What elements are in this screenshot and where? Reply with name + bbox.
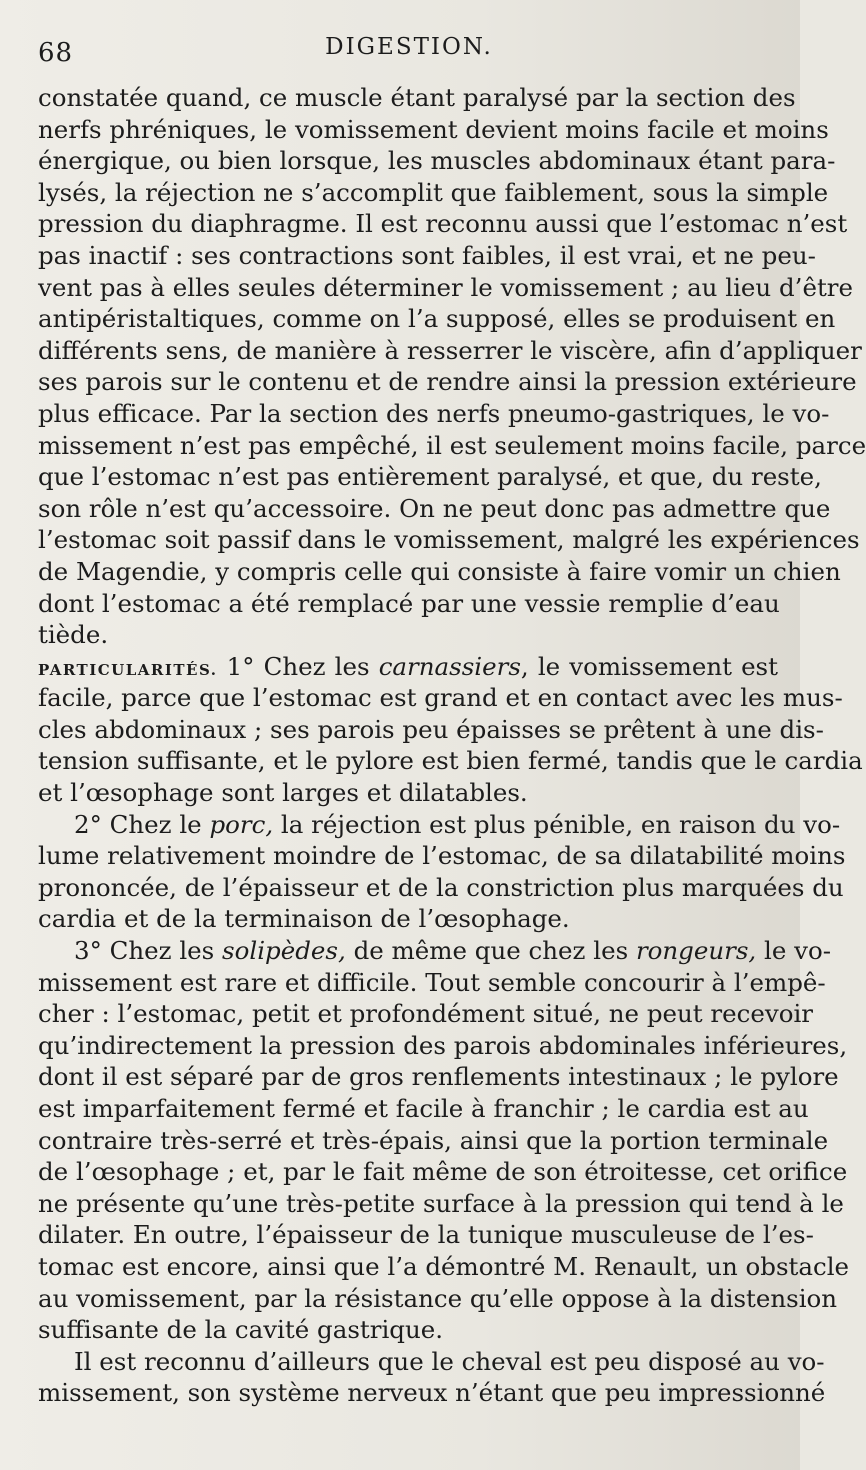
line-text: de Magendie, y compris celle qui consiste à faire vomir un chien <box>38 556 841 586</box>
line-text: Il est reconnu d’ailleurs que le cheval est peu disposé au vo- <box>74 1346 825 1376</box>
text-line <box>38 998 814 1030</box>
line-text: suffisante de la cavité gastrique. <box>38 1315 444 1345</box>
italic-term: carnassiers <box>378 651 521 681</box>
text-line <box>38 1125 829 1157</box>
page-header <box>38 34 780 74</box>
text-line <box>38 240 816 272</box>
text-line <box>38 1346 825 1378</box>
text-line <box>38 651 778 683</box>
text-line <box>38 335 862 367</box>
line-text: constatée quand, ce muscle étant paralysé par la section des <box>38 83 796 112</box>
text-line <box>38 967 826 999</box>
line-text: pression du diaphragme. Il est reconnu aussi que l’estomac n’est <box>38 209 848 239</box>
line-text: la réjection est plus pénible, en raison du vo- <box>273 809 841 839</box>
text-line <box>38 1061 839 1093</box>
line-text: ses parois sur le contenu et de rendre ainsi la pression extérieure <box>38 367 857 397</box>
italic-term: rongeurs, <box>635 936 757 966</box>
line-text: est imparfaitement fermé et facile à franchir ; le cardia est au <box>38 1094 809 1123</box>
line-text: que l’estomac n’est pas entièrement paralysé, et que, du reste, <box>38 462 822 492</box>
line-text: tension suffisante, et le pylore est bien fermé, tandis que le cardia <box>38 746 863 776</box>
text-line <box>38 682 843 714</box>
line-text: , le vomissement est <box>520 651 778 681</box>
line-text: missement est rare et difficile. Tout semble concourir à l’empê- <box>38 967 826 997</box>
text-line <box>38 809 841 841</box>
line-text: le vo- <box>756 936 831 966</box>
section-lead: PARTICULARITÉS. <box>38 660 218 679</box>
text-line <box>38 1093 809 1125</box>
line-text: prononcée, de l’épaisseur et de la constriction plus marquées du <box>38 872 844 902</box>
body-text <box>38 82 866 1409</box>
text-line <box>38 114 829 146</box>
line-text: cardia et de la terminaison de l’œsophage. <box>38 904 570 934</box>
line-text: et l’œsophage sont larges et dilatables. <box>38 778 528 808</box>
line-text: ne présente qu’une très-petite surface à la pression qui tend à le <box>38 1188 844 1218</box>
line-text: son rôle n’est qu’accessoire. On ne peut donc pas admettre que <box>38 493 831 523</box>
line-text: vent pas à elles seules déterminer le vomissement ; au lieu d’être <box>38 272 854 302</box>
line-text: nerfs phréniques, le vomissement devient moins facile et moins <box>38 114 829 144</box>
line-text: lysés, la réjection ne s’accomplit que faiblement, sous la simple <box>38 177 829 207</box>
running-head: DIGESTION. <box>325 34 493 60</box>
text-line <box>38 935 831 967</box>
text-line <box>38 714 824 746</box>
text-line <box>38 588 778 620</box>
page-number: 68 <box>38 38 74 68</box>
text-line <box>38 145 836 177</box>
line-text: pas inactif : ses contractions sont faibles, il est vrai, et ne peu- <box>38 240 816 270</box>
line-text: tomac est encore, ainsi que l’a démontré M. Renault, un obstacle <box>38 1251 850 1281</box>
text-line <box>38 903 778 935</box>
text-line <box>38 1251 850 1283</box>
line-text: de l’œsophage ; et, par le fait même de son étroitesse, cet orifice <box>38 1157 848 1187</box>
text-line <box>38 398 830 430</box>
line-text: cles abdominaux ; ses parois peu épaisses se prêtent à une dis- <box>38 714 824 744</box>
line-text: dont il est séparé par de gros renflements intestinaux ; le pylore <box>38 1062 839 1092</box>
italic-term: porc, <box>209 809 274 839</box>
text-line <box>38 556 841 588</box>
line-text: qu’indirectement la pression des parois abdominales inférieures, <box>38 1030 848 1060</box>
line-text: différents sens, de manière à resserrer le viscère, afin d’appliquer <box>38 335 862 365</box>
text-line <box>38 461 822 493</box>
line-text: tiède. <box>38 620 109 650</box>
text-line <box>38 1314 778 1346</box>
line-text: facile, parce que l’estomac est grand et en contact avec les mus- <box>38 683 843 713</box>
text-line <box>38 777 778 809</box>
line-text: dont l’estomac a été remplacé par une vessie remplie d’eau <box>38 588 780 618</box>
text-line <box>38 840 846 872</box>
line-text: lume relativement moindre de l’estomac, de sa dilatabilité moins <box>38 841 846 871</box>
text-line <box>38 1283 838 1315</box>
line-text: 2° Chez le <box>74 809 210 839</box>
line-text: l’estomac soit passif dans le vomissement, malgré les expériences <box>38 525 860 555</box>
line-text: 1° Chez les <box>217 651 379 681</box>
line-text: contraire très-serré et très-épais, ainsi que la portion terminale <box>38 1125 829 1155</box>
text-line <box>38 272 854 304</box>
italic-term: solipèdes, <box>222 936 346 966</box>
text-line <box>38 619 778 651</box>
line-text: énergique, ou bien lorsque, les muscles abdominaux étant para- <box>38 146 836 176</box>
text-line <box>38 1030 848 1062</box>
line-text: de même que chez les <box>345 936 636 966</box>
text-line <box>38 1156 848 1188</box>
text-line <box>38 366 857 398</box>
text-line <box>38 745 863 777</box>
line-text: dilater. En outre, l’épaisseur de la tunique musculeuse de l’es- <box>38 1220 814 1250</box>
text-line <box>38 493 831 525</box>
line-text: missement n’est pas empêché, il est seulement moins facile, parce <box>38 430 866 460</box>
text-line <box>38 177 829 209</box>
line-text: au vomissement, par la résistance qu’elle oppose à la distension <box>38 1283 838 1313</box>
line-text: missement, son système nerveux n’étant que peu impressionné <box>38 1378 826 1408</box>
text-line <box>38 524 860 556</box>
text-line <box>38 1188 844 1220</box>
text-line <box>38 1377 826 1409</box>
line-text: cher : l’estomac, petit et profondément situé, ne peut recevoir <box>38 999 814 1029</box>
line-text: 3° Chez les <box>74 936 223 966</box>
line-text: antipéristaltiques, comme on l’a supposé, elles se produisent en <box>38 304 836 334</box>
text-line <box>38 872 844 904</box>
line-text: plus efficace. Par la section des nerfs pneumo-gastriques, le vo- <box>38 398 830 428</box>
text-line <box>38 82 796 114</box>
text-line <box>38 1219 814 1251</box>
text-line <box>38 430 866 462</box>
text-line <box>38 208 848 240</box>
text-line <box>38 303 836 335</box>
